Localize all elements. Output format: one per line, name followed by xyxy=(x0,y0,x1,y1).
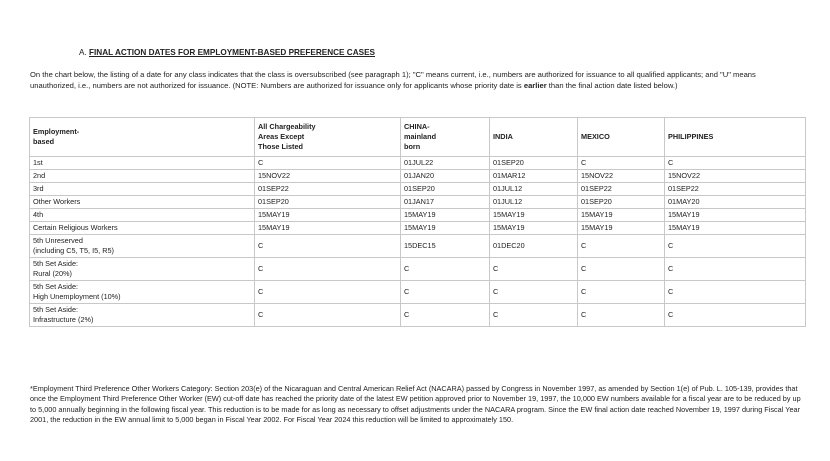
row-label-line: 5th Set Aside: xyxy=(33,259,79,268)
date-cell: 01SEP20 xyxy=(401,183,490,196)
date-cell: C xyxy=(665,157,806,170)
date-cell: C xyxy=(665,235,806,258)
date-cell: 01SEP20 xyxy=(255,196,401,209)
final-action-dates-table xyxy=(29,117,806,327)
date-cell: 01JAN20 xyxy=(401,170,490,183)
date-cell: C xyxy=(665,304,806,327)
row-label xyxy=(30,235,255,258)
table-row xyxy=(30,183,806,196)
date-cell: 01SEP20 xyxy=(578,196,665,209)
column-header-line: PHILIPPINES xyxy=(668,132,714,141)
date-cell: 01SEP20 xyxy=(490,157,578,170)
date-cell: C xyxy=(255,281,401,304)
row-label xyxy=(30,209,255,222)
intro-text-end: than the final action date listed below.) xyxy=(546,81,678,90)
table-header-row xyxy=(30,118,806,157)
row-label xyxy=(30,196,255,209)
date-cell: C xyxy=(401,304,490,327)
row-label-line: 1st xyxy=(33,158,43,167)
date-cell: 15MAY19 xyxy=(665,222,806,235)
date-cell: C xyxy=(255,304,401,327)
table-row xyxy=(30,235,806,258)
table-body xyxy=(30,157,806,327)
date-cell: 01DEC20 xyxy=(490,235,578,258)
table-row xyxy=(30,222,806,235)
date-cell: 01SEP22 xyxy=(665,183,806,196)
date-cell: C xyxy=(255,157,401,170)
footnote: *Employment Third Preference Other Workers Category: Section 203(e) of the Nicaraguan and Central American Relief Act (NACARA) passed by Congress in November 1997, as amended by Section 1(e) of Pub. L. 105-139, provides that once the Employment Third Preference Other Worker (EW) cut-off date has reached the priority date of the latest EW petition approved prior to November 19, 1997, the 10,000 EW numbers available for a fiscal year are to be reduced by up to 5,000 annually beginning in the following fiscal year. This reduction is to be made for as long as necessary to offset adjustments under the NACARA program. Since the EW final action date reached November 19, 1997 during Fiscal Year 2001, the reduction in the EW annual limit to 5,000 began in Fiscal Year 2002. For Fiscal Year 2024 this reduction will be limited to approximately 150. xyxy=(30,384,801,425)
row-label xyxy=(30,157,255,170)
date-cell: 01MAY20 xyxy=(665,196,806,209)
column-header-line: born xyxy=(404,142,421,151)
table-row xyxy=(30,304,806,327)
date-cell: 01SEP22 xyxy=(255,183,401,196)
date-cell: 15MAY19 xyxy=(255,209,401,222)
row-label-line: Infrastructure (2%) xyxy=(33,315,94,324)
table-row xyxy=(30,157,806,170)
date-cell: 15MAY19 xyxy=(490,222,578,235)
row-label-line: Other Workers xyxy=(33,197,81,206)
date-cell: 15NOV22 xyxy=(578,170,665,183)
column-header-line: INDIA xyxy=(493,132,513,141)
date-cell: C xyxy=(578,304,665,327)
column-header xyxy=(401,118,490,157)
column-header xyxy=(490,118,578,157)
column-header-line: All Chargeability xyxy=(258,122,316,131)
date-cell: C xyxy=(490,304,578,327)
intro-bold-word: earlier xyxy=(523,81,547,90)
column-header-line: CHINA- xyxy=(404,122,430,131)
table-row xyxy=(30,258,806,281)
table-row xyxy=(30,281,806,304)
date-cell: 01JUL12 xyxy=(490,196,578,209)
date-cell: C xyxy=(578,281,665,304)
table-row xyxy=(30,209,806,222)
date-cell: C xyxy=(490,281,578,304)
date-cell: 01SEP22 xyxy=(578,183,665,196)
row-label-line: 5th Unreserved xyxy=(33,236,83,245)
column-header xyxy=(255,118,401,157)
date-cell: C xyxy=(490,258,578,281)
row-label xyxy=(30,183,255,196)
column-header-line: based xyxy=(33,137,55,146)
column-header xyxy=(578,118,665,157)
section-heading xyxy=(79,48,375,57)
date-cell: C xyxy=(578,157,665,170)
date-cell: 01JUL22 xyxy=(401,157,490,170)
column-header xyxy=(30,118,255,157)
intro-paragraph xyxy=(30,69,802,91)
date-cell: C xyxy=(578,258,665,281)
date-cell: 15MAY19 xyxy=(401,209,490,222)
row-label xyxy=(30,170,255,183)
row-label-line: 4th xyxy=(33,210,44,219)
column-header-line: mainland xyxy=(404,132,437,141)
row-label xyxy=(30,258,255,281)
date-cell: C xyxy=(665,281,806,304)
row-label-line: (including C5, T5, I5, R5) xyxy=(33,246,114,255)
date-cell: 15NOV22 xyxy=(255,170,401,183)
row-label xyxy=(30,281,255,304)
row-label-line: 5th Set Aside: xyxy=(33,282,79,291)
row-label xyxy=(30,222,255,235)
date-cell: C xyxy=(578,235,665,258)
date-cell: C xyxy=(665,258,806,281)
date-cell: 01JAN17 xyxy=(401,196,490,209)
date-cell: 15DEC15 xyxy=(401,235,490,258)
row-label-line: 3rd xyxy=(33,184,44,193)
column-header-line: MEXICO xyxy=(581,132,610,141)
date-cell: 15MAY19 xyxy=(401,222,490,235)
row-label-line: Certain Religious Workers xyxy=(33,223,118,232)
section-title: FINAL ACTION DATES FOR EMPLOYMENT-BASED PREFERENCE CASES xyxy=(89,48,376,57)
date-cell: 15MAY19 xyxy=(578,209,665,222)
date-cell: 01MAR12 xyxy=(490,170,578,183)
column-header-line: Those Listed xyxy=(258,142,304,151)
row-label-line: Rural (20%) xyxy=(33,269,72,278)
row-label-line: High Unemployment (10%) xyxy=(33,292,121,301)
row-label-line: 2nd xyxy=(33,171,46,180)
date-cell: C xyxy=(255,235,401,258)
date-cell: 15MAY19 xyxy=(490,209,578,222)
intro-text: On the chart below, the listing of a date for any class indicates that the class is oversubscribed (see paragraph 1); "C" means current, i.e., numbers are authorized for issuance to all qualified applicants; and "U" means unauthorized, i.e., numbers are not authorized for issuance. (NOTE: Numbers are authorized for issuance only for applicants whose priority date is xyxy=(30,70,756,90)
date-cell: C xyxy=(401,281,490,304)
row-label-line: 5th Set Aside: xyxy=(33,305,79,314)
row-label xyxy=(30,304,255,327)
date-cell: 15MAY19 xyxy=(255,222,401,235)
date-cell: 15MAY19 xyxy=(665,209,806,222)
column-header xyxy=(665,118,806,157)
date-cell: C xyxy=(401,258,490,281)
column-header-line: Employment- xyxy=(33,127,80,136)
date-cell: 01JUL12 xyxy=(490,183,578,196)
section-letter: A. xyxy=(79,48,87,57)
table-row xyxy=(30,196,806,209)
date-cell: 15NOV22 xyxy=(665,170,806,183)
date-cell: 15MAY19 xyxy=(578,222,665,235)
table-row xyxy=(30,170,806,183)
column-header-line: Areas Except xyxy=(258,132,305,141)
date-cell: C xyxy=(255,258,401,281)
